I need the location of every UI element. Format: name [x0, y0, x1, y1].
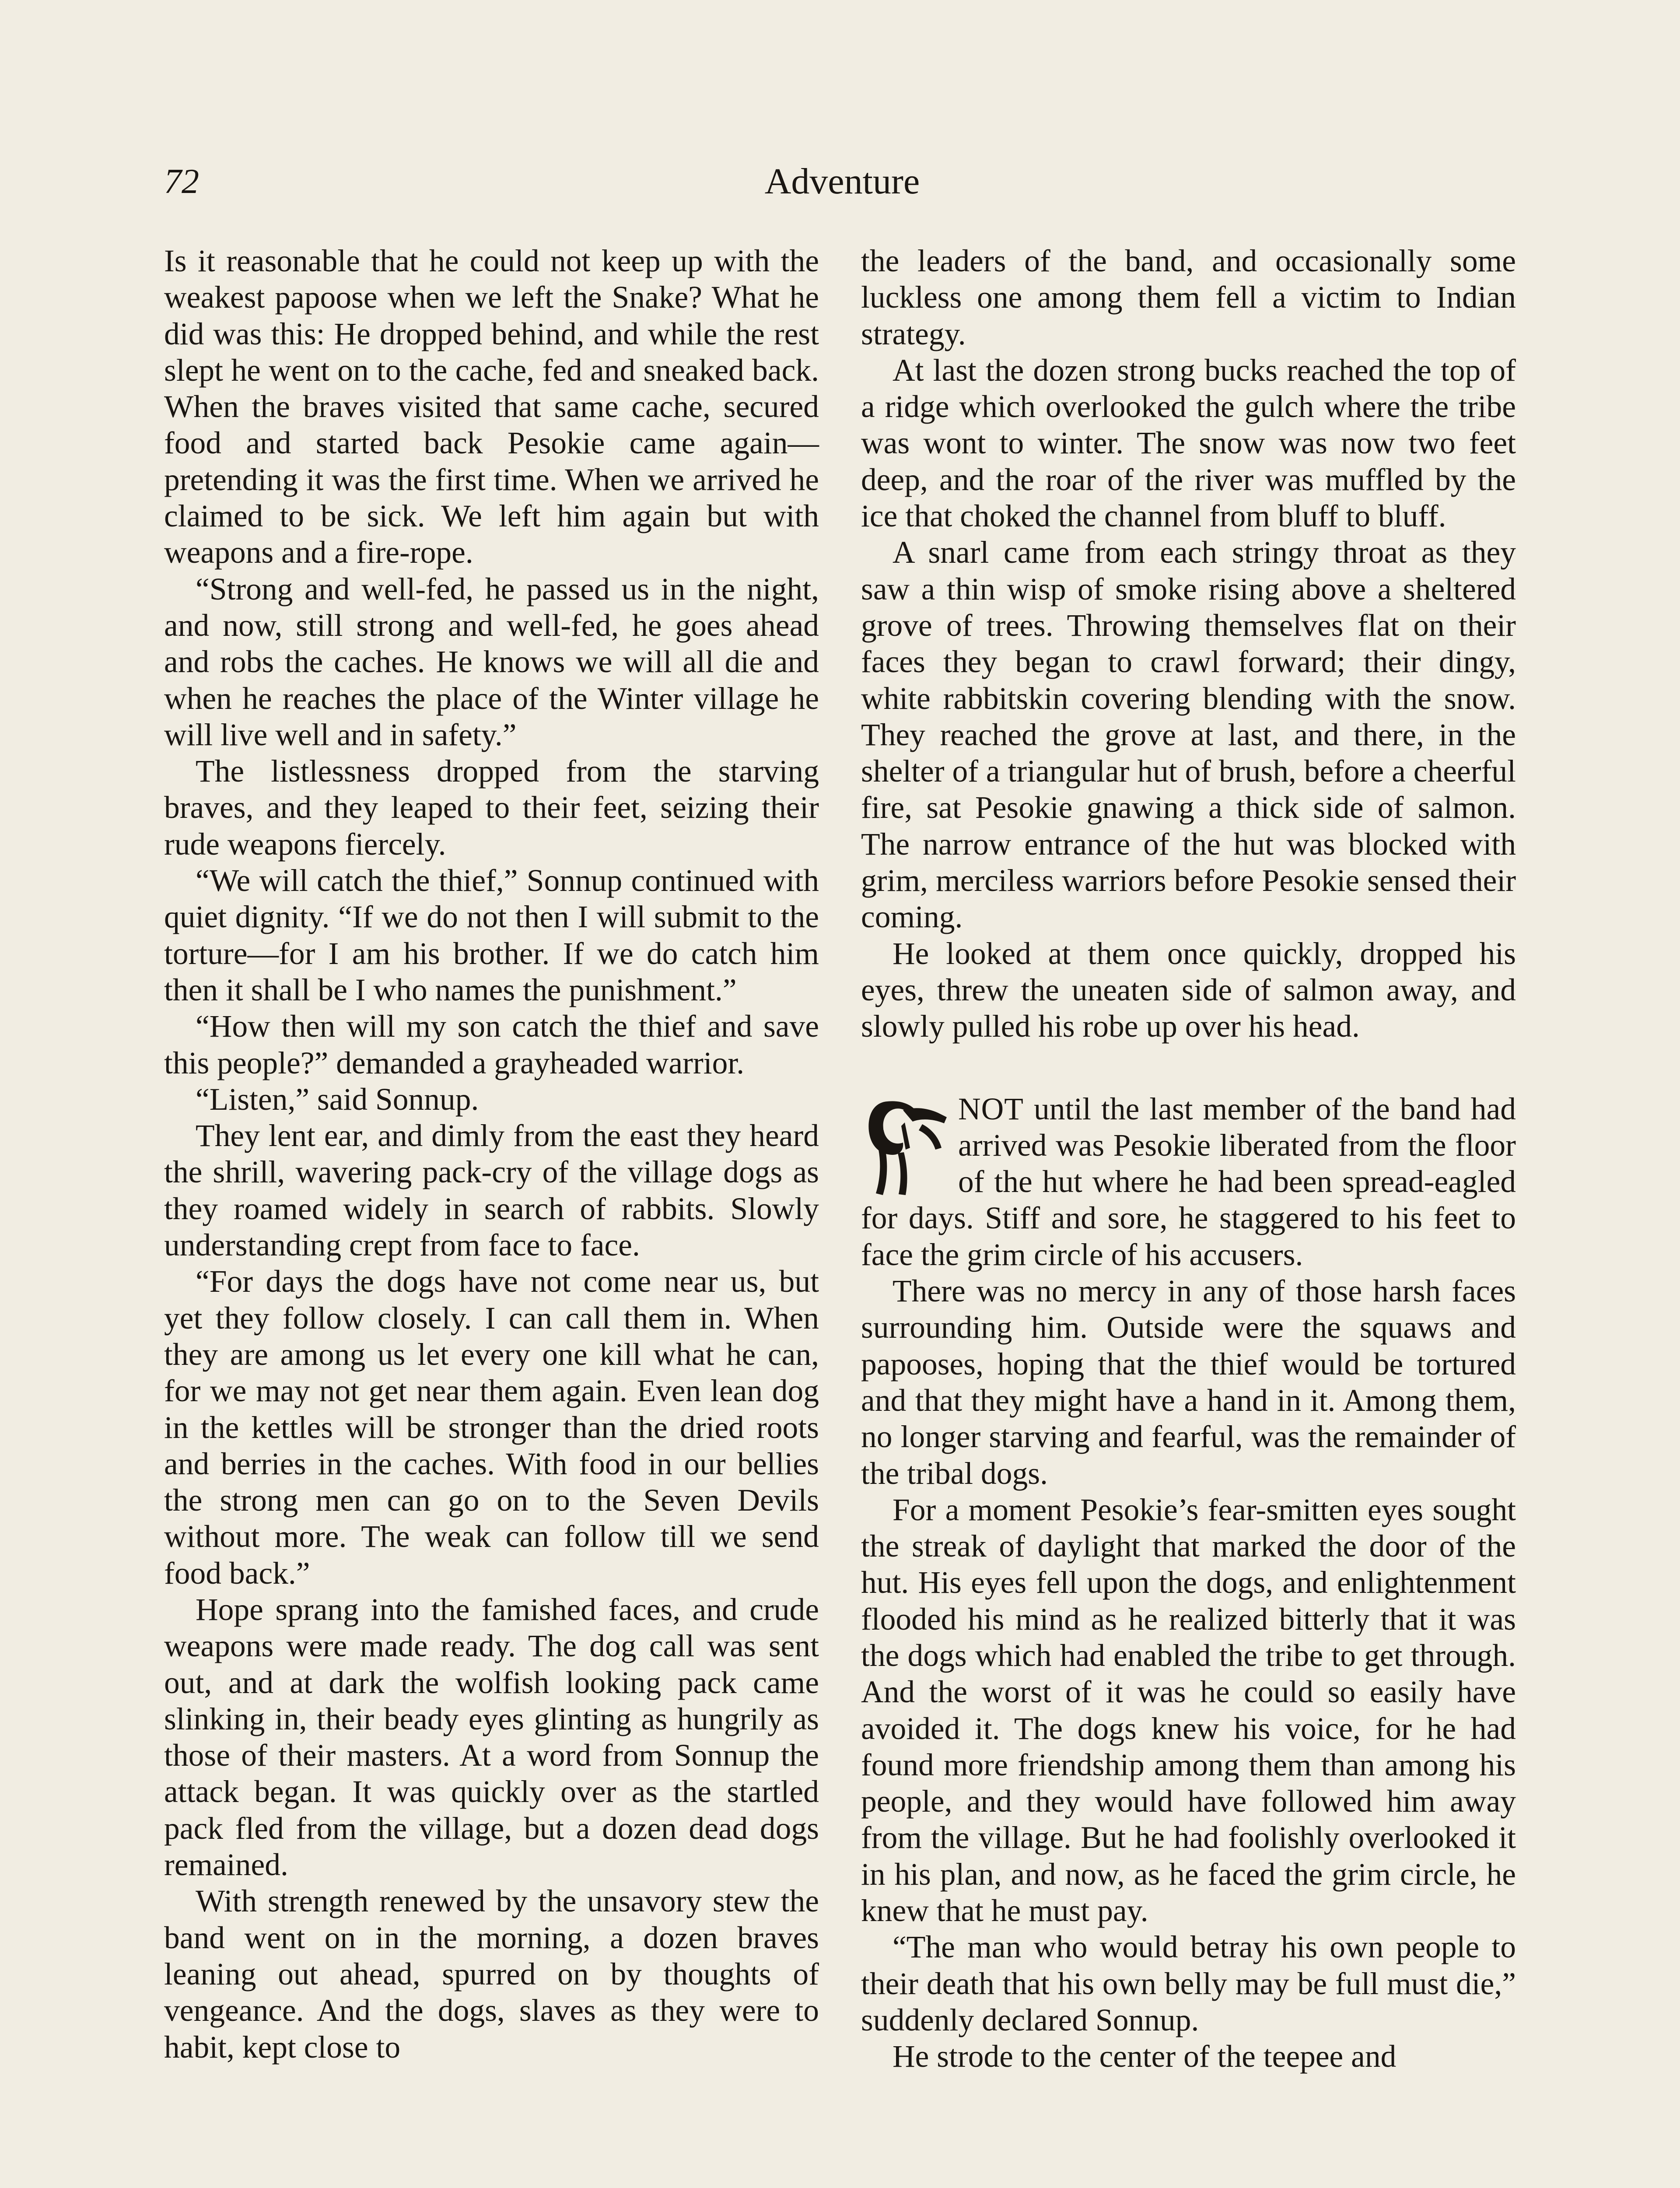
paragraph: There was no mercy in any of those harsh faces surrounding him. Outside were the squaws and papooses, hoping that the thief would be tortured and that they might have a hand in it. Among them, no longer starving and fearful, was the remainder of the tribal dogs. [861, 1274, 1516, 1491]
paragraph: “For days the dogs have not come near us, but yet they follow closely. I can call them in. When they are among us let every one kill what he can, for we may not get near them again. Even lean dog in the kettles will be stronger than the dried roots and berries in the caches. With food in our bellies the strong men can go on to the Seven Devils without more. The weak can follow till we send food back.” [164, 1264, 819, 1591]
paragraph: “We will catch the thief,” Sonnup continued with quiet dignity. “If we do not then I will submit to the torture—for I am his brother. If we do catch him then it shall be I who names the punishment.” [164, 863, 819, 1007]
drop-cap-ornament-icon [861, 1094, 951, 1199]
paragraph: the leaders of the band, and occasionally some luckless one among them fell a victim to Indian strategy. [861, 244, 1516, 351]
dropcap-paragraph [861, 1091, 1516, 1273]
paragraph: “The man who would betray his own people to their death that his own belly may be full must die,” suddenly declared Sonnup. [861, 1930, 1516, 2037]
page-number: 72 [164, 162, 199, 201]
paragraph: “How then will my son catch the thief and save this people?” demanded a grayheaded warrior. [164, 1009, 819, 1080]
dropcap-rest: until the last member of the band had arrived was Pesokie liberated from the floor of the hut where he had been spread-eagled for days. Stiff and sore, he staggered to his feet to face the grim circle of his accusers. [861, 1091, 1516, 1272]
paragraph: The listlessness dropped from the starving braves, and they leaped to their feet, seizing their rude weapons fiercely. [164, 754, 819, 862]
paragraph: With strength renewed by the unsavory stew the band went on in the morning, a dozen braves leaning out ahead, spurred on by thoughts of vengeance. And the dogs, slaves as they were to habit, kept close to [164, 1884, 819, 2065]
paragraph: “Listen,” said Sonnup. [196, 1082, 479, 1117]
paragraph: A snarl came from each stringy throat as they saw a thin wisp of smoke rising above a sheltered grove of trees. Throwing themselves flat on their faces they began to crawl forward; their dingy, white rabbitskin covering blending with the snow. They reached the grove at last, and there, in the shelter of a triangular hut of brush, before a cheerful fire, sat Pesokie gnawing a thick side of salmon. The narrow entrance of the hut was blocked with grim, merciless warriors before Pesokie sensed their coming. [861, 535, 1516, 935]
paragraph: They lent ear, and dimly from the east they heard the shrill, wavering pack-cry of the village dogs as they roamed widely in search of rabbits. Slowly understanding crept from face to face. [164, 1119, 819, 1263]
paragraph: Is it reasonable that he could not keep up with the weakest papoose when we left the Snake? What he did was this: He dropped behind, and while the rest slept he went on to the cache, fed and sneaked back. When the braves visited that same cache, secured food and started back Pesokie came again—pretending it was the first time. When we arrived he claimed to be sick. We left him again but with weapons and a fire-rope. [164, 244, 819, 570]
paragraph: He looked at them once quickly, dropped his eyes, threw the uneaten side of salmon away, and slowly pulled his robe up over his head. [861, 936, 1516, 1044]
paragraph: For a moment Pesokie’s fear-smitten eyes sought the streak of daylight that marked the door of the hut. His eyes fell upon the dogs, and enlightenment flooded his mind as he realized bitterly that it was the dogs which had enabled the tribe to get through. And the worst of it was he could so easily have avoided it. The dogs knew his voice, for he had found more friendship among them than among his people, and they would have followed him away from the village. But he had foolishly overlooked it in his plan, and now, as he faced the grim circle, he knew that he must pay. [861, 1492, 1516, 1929]
paragraph: At last the dozen strong bucks reached the top of a ridge which overlooked the gulch where the tribe was wont to winter. The snow was now two feet deep, and the roar of the river was muffled by the ice that choked the channel from bluff to bluff. [861, 353, 1516, 534]
page-header [164, 151, 1520, 212]
section-break [861, 1045, 1516, 1091]
paragraph: “Strong and well-fed, he passed us in the night, and now, still strong and well-fed, he goes ahead and robs the caches. He knows we will all die and when he reaches the place of the Winter village he will live well and in safety.” [164, 572, 819, 752]
right-column [861, 243, 1516, 2075]
left-column [164, 243, 819, 2065]
paragraph: Hope sprang into the famished faces, and crude weapons were made ready. The dog call was sent out, and at dark the wolfish looking pack came slinking in, their beady eyes glinting as hungrily as those of their masters. At a word from Sonnup the attack began. It was quickly over as the startled pack fled from the village, but a dozen dead dogs remained. [164, 1592, 819, 1883]
paragraph: He strode to the center of the teepee and [892, 2039, 1396, 2074]
magazine-title: Adventure [764, 161, 920, 202]
dropcap-lead-word: NOT [958, 1091, 1024, 1126]
